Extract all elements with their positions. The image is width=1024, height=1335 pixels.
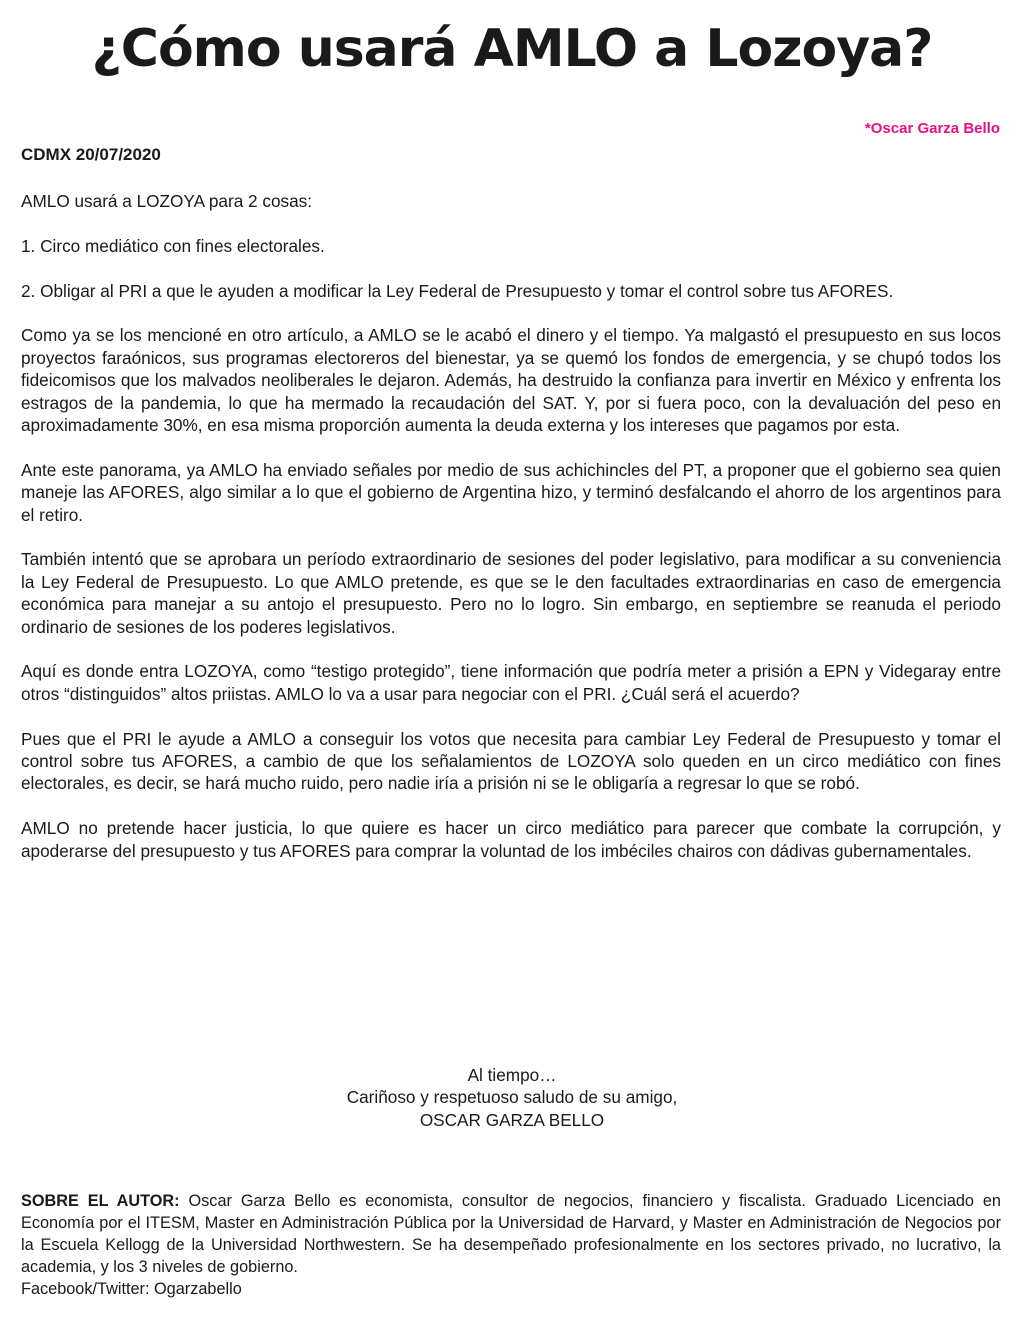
article-body bbox=[21, 190, 1001, 884]
about-author bbox=[21, 1190, 1001, 1300]
paragraph: También intentó que se aprobara un período extraordinario de sesiones del poder legislativo, para modificar a su conveniencia la Ley Federal de Presupuesto. Lo que AMLO pretende, es que se le den facultades extraordinarias en caso de emergencia económica para manejar a su antojo el presupuesto. Pero no lo logro. Sin embargo, en septiembre se reanuda el periodo ordinario de sesiones de los poderes legislativos. bbox=[21, 549, 1001, 637]
paragraph: Como ya se los mencioné en otro artículo, a AMLO se le acabó el dinero y el tiempo. Ya malgastó el presupuesto en sus locos proyectos faraónicos, sus programas electoreros del bienestar, ya se quemó los fondos de emergencia, y se chupó todos los fideicomisos que los malvados neoliberales le dejaron. Además, ha destruido la confianza para invertir en México y enfrenta los estragos de la pandemia, lo que ha mermado la recaudación del SAT. Y, por si fuera poco, con la devaluación del peso en aproximadamente 30%, en esa misma proporción aumenta la deuda externa y los intereses que pagamos por esta. bbox=[21, 325, 1001, 436]
closing-line: Cariñoso y respetuoso saludo de su amigo, bbox=[346, 1087, 678, 1108]
closing-line: Al tiempo… bbox=[467, 1065, 557, 1085]
social-handle: Facebook/Twitter: Ogarzabello bbox=[21, 1280, 242, 1298]
article-title: ¿Cómo usará AMLO a Lozoya? bbox=[91, 19, 933, 79]
paragraph: Ante este panorama, ya AMLO ha enviado señales por medio de sus achichincles del PT, a proponer que el gobierno sea quien maneje las AFORES, algo similar a lo que el gobierno de Argentina hizo, y terminó desfalcando el ahorro de los argentinos para el retiro. bbox=[21, 459, 1001, 525]
list-item: 2. Obligar al PRI a que le ayuden a modificar la Ley Federal de Presupuesto y tomar el control sobre tus AFORES. bbox=[21, 280, 894, 301]
about-author-text bbox=[21, 1190, 1001, 1278]
author-tag: *Oscar Garza Bello bbox=[864, 120, 1000, 137]
list-item: 1. Circo mediático con fines electorales. bbox=[21, 235, 325, 256]
paragraph: Aquí es donde entra LOZOYA, como “testigo protegido”, tiene información que podría meter a prisión a EPN y Videgaray entre otros “distinguidos” altos priistas. AMLO lo va a usar para negociar con el PRI. ¿Cuál será el acuerdo? bbox=[21, 661, 1001, 704]
paragraph: Pues que el PRI le ayude a AMLO a conseguir los votos que necesita para cambiar Ley Federal de Presupuesto y tomar el control sobre tus AFORES, a cambio de que los señalamientos de LOZOYA solo queden en un circo mediático con fines electorales, es decir, se hará mucho ruido, pero nadie iría a prisión ni se le obligaría a regresar lo que se robó. bbox=[21, 728, 1001, 794]
paragraph: AMLO no pretende hacer justicia, lo que quiere es hacer un circo mediático para parecer que combate la corrupción, y apoderarse del presupuesto y tus AFORES para comprar la voluntad de los imbéciles chairos con dádivas gubernamentales. bbox=[21, 818, 1001, 861]
about-author-label: SOBRE EL AUTOR: bbox=[21, 1192, 180, 1210]
signature-name: OSCAR GARZA BELLO bbox=[419, 1109, 605, 1130]
dateline: CDMX 20/07/2020 bbox=[21, 145, 161, 164]
paragraph-intro: AMLO usará a LOZOYA para 2 cosas: bbox=[21, 191, 313, 211]
closing-signature bbox=[0, 1064, 1024, 1131]
about-author-bio: Oscar Garza Bello es economista, consultor de negocios, financiero y fiscalista. Graduado Licenciado en Economía por el ITESM, Master en Administración Pública por la Universidad de Harvard, y Master en Administración de Negocios por la Escuela Kellogg de la Universidad Northwestern. Se ha desempeñado profesionalmente en los sectores privado, no lucrativo, la academia, y los 3 niveles de gobierno. bbox=[21, 1192, 1001, 1276]
